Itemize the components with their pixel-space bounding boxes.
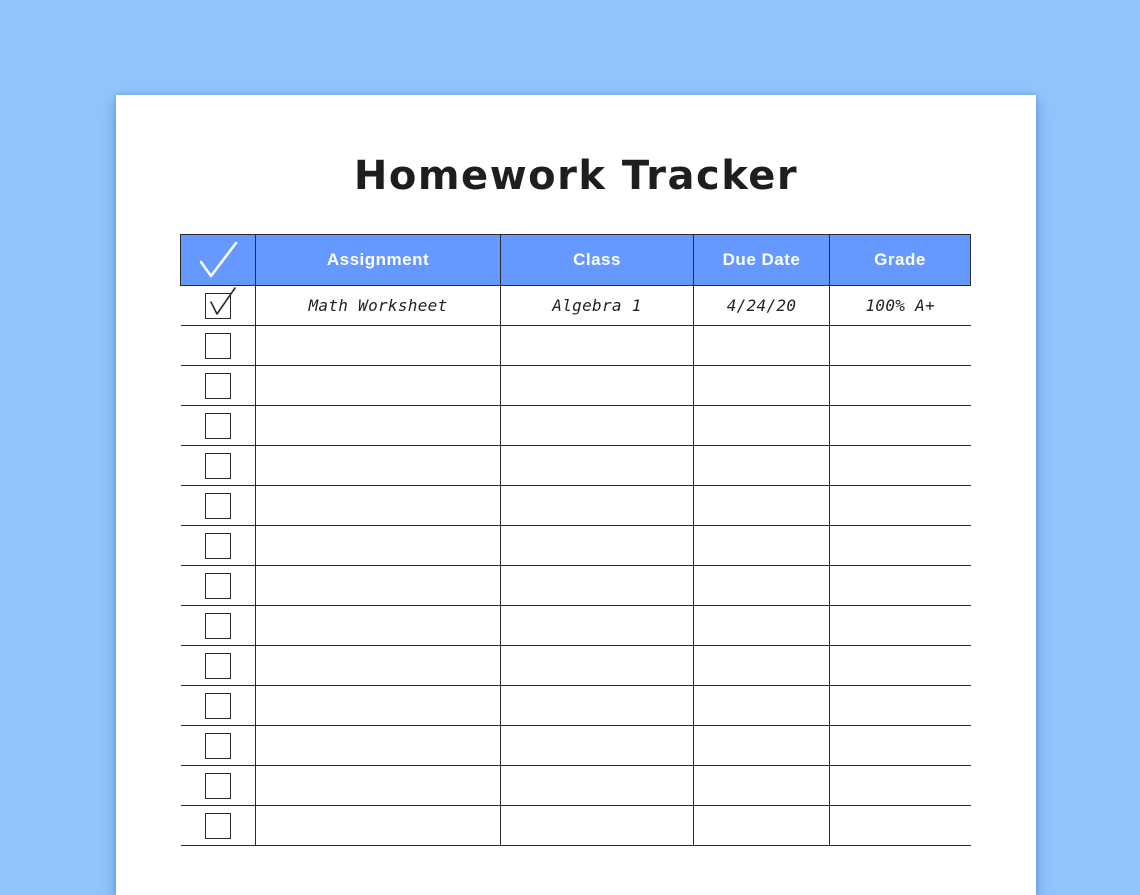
row-check-cell [181,366,256,406]
table-row [181,406,971,446]
checked-checkbox[interactable] [205,293,231,319]
grade-cell[interactable] [830,286,971,326]
grade-cell[interactable] [830,566,971,606]
homework-table [180,234,971,846]
checkbox[interactable] [205,333,231,359]
assignment-cell[interactable] [256,526,501,566]
row-check-cell [181,726,256,766]
row-check-cell [181,686,256,726]
assignment-cell[interactable] [256,766,501,806]
assignment-cell[interactable] [256,326,501,366]
assignment-cell[interactable] [256,806,501,846]
header-due-date: Due Date [694,235,830,286]
due-date-cell[interactable] [694,686,830,726]
class-cell[interactable] [501,286,694,326]
row-check-cell [181,486,256,526]
grade-cell[interactable] [830,526,971,566]
class-cell[interactable] [501,526,694,566]
checkbox[interactable] [205,373,231,399]
class-cell[interactable] [501,446,694,486]
checkbox[interactable] [205,613,231,639]
due-date-cell[interactable] [694,526,830,566]
table-row [181,646,971,686]
class-cell[interactable] [501,406,694,446]
checkbox[interactable] [205,773,231,799]
due-date-cell-text: 4/24/20 [726,296,797,315]
grade-cell[interactable] [830,806,971,846]
row-check-cell [181,526,256,566]
due-date-cell[interactable] [694,646,830,686]
header-assignment: Assignment [256,235,501,286]
checkbox[interactable] [205,533,231,559]
row-check-cell [181,806,256,846]
page-title: Homework Tracker [353,153,799,199]
assignment-cell[interactable] [256,606,501,646]
grade-cell[interactable] [830,646,971,686]
checkbox[interactable] [205,813,231,839]
assignment-cell[interactable] [256,566,501,606]
row-check-cell [181,446,256,486]
row-check-cell [181,766,256,806]
checkmark-icon [198,240,238,280]
class-cell[interactable] [501,606,694,646]
table-header-row [181,235,971,286]
grade-cell[interactable] [830,606,971,646]
grade-cell[interactable] [830,686,971,726]
row-check-cell [181,646,256,686]
class-cell[interactable] [501,726,694,766]
table-row [181,566,971,606]
table-row [181,366,971,406]
table-row [181,486,971,526]
table-row [181,286,971,326]
assignment-cell[interactable] [256,406,501,446]
checkbox[interactable] [205,413,231,439]
due-date-cell[interactable] [694,286,830,326]
checkbox[interactable] [205,453,231,479]
table-body [181,286,971,846]
assignment-cell[interactable] [256,646,501,686]
grade-cell[interactable] [830,726,971,766]
checkmark-icon [207,286,237,316]
due-date-cell[interactable] [694,326,830,366]
row-check-cell [181,326,256,366]
header-grade: Grade [830,235,971,286]
header-class: Class [501,235,694,286]
table-row [181,446,971,486]
due-date-cell[interactable] [694,486,830,526]
grade-cell[interactable] [830,446,971,486]
due-date-cell[interactable] [694,606,830,646]
checkbox[interactable] [205,573,231,599]
assignment-cell[interactable] [256,446,501,486]
assignment-cell[interactable] [256,286,501,326]
header-check-cell [181,235,256,286]
checkbox[interactable] [205,493,231,519]
row-check-cell [181,606,256,646]
due-date-cell[interactable] [694,766,830,806]
assignment-cell-text: Math Worksheet [308,296,448,315]
due-date-cell[interactable] [694,406,830,446]
due-date-cell[interactable] [694,806,830,846]
due-date-cell[interactable] [694,446,830,486]
assignment-cell[interactable] [256,726,501,766]
class-cell-text: Algebra 1 [552,296,642,315]
class-cell[interactable] [501,366,694,406]
class-cell[interactable] [501,566,694,606]
table-row [181,686,971,726]
row-check-cell [181,566,256,606]
due-date-cell[interactable] [694,366,830,406]
table-row [181,806,971,846]
class-cell[interactable] [501,766,694,806]
class-cell[interactable] [501,806,694,846]
grade-cell-text: 100% A+ [865,296,936,315]
grade-cell[interactable] [830,366,971,406]
assignment-cell[interactable] [256,366,501,406]
table-row [181,766,971,806]
grade-cell[interactable] [830,406,971,446]
class-cell[interactable] [501,646,694,686]
class-cell[interactable] [501,326,694,366]
class-cell[interactable] [501,686,694,726]
row-check-cell [181,286,256,326]
grade-cell[interactable] [830,766,971,806]
assignment-cell[interactable] [256,486,501,526]
table-row [181,726,971,766]
checkbox[interactable] [205,733,231,759]
checkbox[interactable] [205,653,231,679]
class-cell[interactable] [501,486,694,526]
grade-cell[interactable] [830,486,971,526]
table-row [181,326,971,366]
grade-cell[interactable] [830,326,971,366]
due-date-cell[interactable] [694,566,830,606]
due-date-cell[interactable] [694,726,830,766]
row-check-cell [181,406,256,446]
table-row [181,526,971,566]
checkbox[interactable] [205,693,231,719]
table-row [181,606,971,646]
assignment-cell[interactable] [256,686,501,726]
